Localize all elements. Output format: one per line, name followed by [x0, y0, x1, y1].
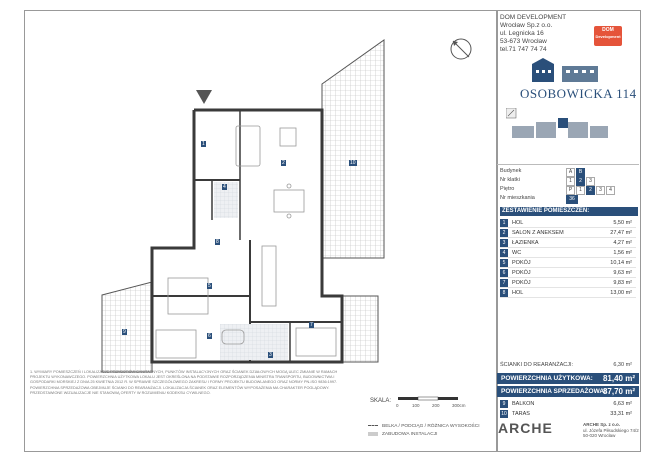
room-name: SALON Z ANEKSEM	[512, 230, 564, 236]
unit-label: Nr mieszkania	[500, 195, 535, 201]
room-area: 4,27 m²	[613, 240, 632, 246]
room-area: 5,50 m²	[613, 220, 632, 226]
project-title: OSOBOWICKA 114	[520, 86, 637, 101]
plan-label-2: 2	[282, 160, 285, 166]
sale-area-bar	[497, 386, 639, 397]
stair-option-3[interactable]: 3	[586, 177, 595, 186]
building-option-a[interactable]: A	[566, 168, 575, 177]
room-name: POKÓJ	[512, 280, 531, 286]
developer-city: 53-673 Wrocław	[500, 38, 547, 45]
floor-options	[566, 186, 615, 195]
sale-area-label: POWIERZCHNIA SPRZEDAŻOWA:	[501, 388, 607, 395]
unit-number-value: 36	[566, 195, 578, 204]
rearrangeable-walls	[500, 362, 634, 368]
exterior-number: 10	[501, 411, 507, 417]
legend-beam-label: BELKA / PODCIĄG / RÓŻNICA WYSOKOŚCI	[382, 424, 480, 429]
plan-label-3: 3	[269, 352, 272, 358]
plan-label-5: 5	[208, 283, 211, 289]
room-row	[500, 269, 636, 278]
scale-tick-100: 100	[412, 403, 420, 408]
room-number: 2	[500, 229, 508, 237]
building-label: Budynek	[500, 168, 522, 174]
sale-area-value: 87,70 m²	[602, 387, 635, 396]
balcony	[102, 282, 152, 372]
unit-number	[566, 195, 578, 204]
room-number: 7	[500, 279, 508, 287]
room-name: HOL	[512, 220, 524, 226]
floor-option-4[interactable]: 4	[606, 186, 615, 195]
exterior-row	[500, 410, 636, 418]
stair-options	[566, 177, 595, 186]
room-row	[500, 259, 636, 268]
room-area: 13,00 m²	[610, 290, 632, 296]
scale-label: SKALA:	[370, 398, 392, 404]
entrance-marker	[196, 90, 212, 104]
room-number: 1	[500, 219, 508, 227]
exterior-area: 33,31 m²	[610, 411, 632, 417]
room-name: HOL	[512, 290, 524, 296]
room-row	[500, 229, 636, 238]
developer-name: DOM DEVELOPMENT	[500, 14, 567, 21]
separator-1	[497, 164, 639, 165]
scale-tick-300: 300cm	[452, 403, 466, 408]
architect-address: ul. Józefa Piłsudskiego 74/2 50-020 Wrocław	[583, 427, 639, 438]
plan-label-8: 8	[216, 239, 219, 245]
logo-text-main: DOM	[602, 27, 614, 33]
plan-label-7: 7	[310, 322, 313, 328]
compass-icon	[448, 36, 474, 62]
scale-tick-200: 200	[432, 403, 440, 408]
terrace	[322, 40, 384, 258]
floor-option-p[interactable]: P	[566, 186, 575, 195]
plan-label-9: 9	[123, 329, 126, 335]
legend-installation-swatch	[368, 432, 378, 436]
building-illustration	[528, 58, 602, 84]
developer-company: Wrocław Sp.z o.o.	[500, 22, 553, 29]
plan-label-6: 6	[208, 333, 211, 339]
room-name: POKÓJ	[512, 260, 531, 266]
developer-phone: tel.71 747 74 74	[500, 46, 547, 53]
exterior-row	[500, 400, 636, 408]
walls-area: 6,30 m²	[613, 362, 632, 368]
right-balcony	[342, 296, 378, 362]
building-row	[500, 168, 521, 174]
exterior-name: TARAS	[512, 411, 530, 417]
room-row	[500, 279, 636, 288]
legend-installation-label: ZABUDOWA INSTALACJI	[382, 432, 438, 437]
room-number: 4	[500, 249, 508, 257]
room-name: POKÓJ	[512, 270, 531, 276]
room-area: 27,47 m²	[610, 230, 632, 236]
exterior-number: 9	[500, 400, 508, 408]
rooms-header: ZESTAWIENIE POMIESZCZEŃ:	[500, 207, 638, 216]
room-area: 10,14 m²	[610, 260, 632, 266]
plan-label-1: 1	[202, 141, 205, 147]
building-options	[566, 168, 585, 177]
logo-text-sub: Development	[595, 34, 621, 39]
room-number: 3	[500, 239, 508, 247]
room-area: 9,83 m²	[613, 280, 632, 286]
building-option-b[interactable]: B	[576, 168, 585, 177]
usable-area-label: POWIERZCHNIA UŻYTKOWA:	[501, 375, 593, 382]
stair-option-2[interactable]: 2	[576, 177, 585, 186]
architect-details	[583, 422, 639, 439]
architect-company: ARCHE Sp. z o.o.	[583, 422, 620, 427]
floor-option-3[interactable]: 3	[596, 186, 605, 195]
room-number: 5	[500, 259, 508, 267]
developer-street: ul. Legnicka 16	[500, 30, 544, 37]
architect-logo: ARCHE	[498, 420, 553, 436]
plan-label-10: 10	[350, 160, 356, 166]
stair-option-1[interactable]: 1	[566, 177, 575, 186]
room-area: 9,63 m²	[613, 270, 632, 276]
room-name: WC	[512, 250, 522, 256]
room-row	[500, 249, 636, 258]
usable-area-bar	[497, 373, 639, 384]
usable-area-value: 81,40 m²	[602, 374, 635, 383]
location-thumbnail	[506, 108, 614, 158]
room-row	[500, 239, 636, 248]
unit-row	[500, 195, 535, 201]
floor-option-1[interactable]: 1	[576, 186, 585, 195]
walls-label: ŚCIANKI DO REARANŻACJI:	[500, 362, 574, 368]
stair-row	[500, 177, 520, 183]
room-row	[500, 219, 636, 228]
room-row	[500, 289, 636, 298]
room-area: 1,56 m²	[613, 250, 632, 256]
floor-label: Piętro	[500, 186, 515, 192]
floor-option-2[interactable]: 2	[586, 186, 595, 195]
footnote: 1. WYMIARY POMIESZCZEŃ I LOKALIZACJE PRZYBORÓW SANITARNYCH, PUNKTÓW INSTALACYJNYCH ORAZ ŚCIANEK DZIAŁOWYCH MOGĄ ULEC ZMIANIE W RAMACH PROJEKTU WYKONAWCZEGO. POWIERZCHNIA UŻYTKOWA LOKALU JEST OKREŚLONA NA PODSTAWIE ROZPORZĄDZENIA MINISTRA TRANSPORTU, BUDOWNICTWA I GOSPODARKI MORSKIEJ Z DNIA 25 KWIETNIA 2012 R. W SPRAWIE SZCZEGÓŁOWEGO ZAKRESU I FORMY PROJEKTU BUDOWLANEGO ORAZ NORMY PN-ISO 9836:1997. POWIERZCHNIA SPRZEDAŻOWA OBEJMUJE ŚCIANKI DO REARANŻACJI. LOKALIZACJA ŚCIANEK ORAZ ELEMENTÓW WYPOSAŻENIA MA CHARAKTER POGLĄDOWY. PRZEDSTAWIONE WIZUALIZACJE NIE STANOWIĄ OFERTY W ROZUMIENIU KODEKSU CYWILNEGO.	[30, 370, 338, 395]
exterior-area: 6,63 m²	[613, 401, 632, 407]
exterior-name: BALKON	[512, 401, 535, 407]
room-name: ŁAZIENKA	[512, 240, 539, 246]
developer-logo	[594, 26, 622, 46]
legend-beam-swatch	[368, 425, 378, 426]
room-number: 8	[500, 289, 508, 297]
scale-tick-0: 0	[396, 403, 399, 408]
room-number: 6	[500, 269, 508, 277]
developer-address	[500, 14, 566, 54]
floor-row	[500, 186, 514, 192]
plan-label-4: 4	[223, 184, 226, 190]
stair-label: Nr klatki	[500, 177, 520, 183]
